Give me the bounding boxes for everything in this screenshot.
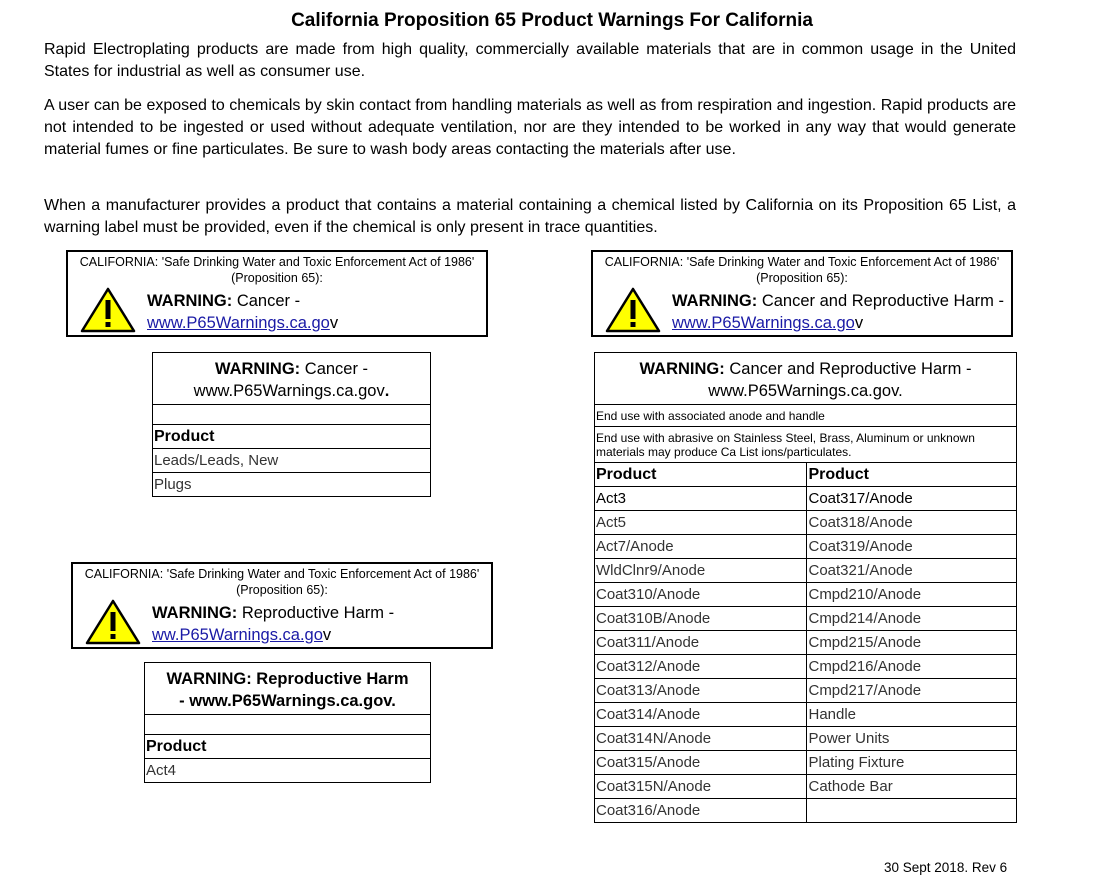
product-cell-left: Coat314/Anode: [595, 703, 807, 727]
p65-link[interactable]: www.P65Warnings.ca.go: [672, 314, 855, 332]
product-cell-right: Plating Fixture: [807, 751, 1017, 775]
cancer-repro-warning-label: [591, 250, 1013, 337]
heading-dot: .: [384, 382, 390, 400]
warning-reason: Cancer -: [236, 292, 301, 310]
heading-link: www.P65Warnings.ca.gov: [193, 382, 385, 400]
p65-link[interactable]: www.P65Warnings.ca.go: [147, 314, 330, 332]
product-cell-left: Act3: [595, 487, 807, 511]
product-rows: [595, 487, 1017, 823]
warning-triangle-icon: [85, 599, 141, 645]
product-cell-left: Coat311/Anode: [595, 631, 807, 655]
table-heading: [153, 353, 431, 405]
repro-warning-label: [71, 562, 493, 649]
product-cell-left: Coat313/Anode: [595, 679, 807, 703]
requirement-paragraph: When a manufacturer provides a product that contains a material containing a chemical listed by California on its Proposition 65 List, a warning label must be provided, even if the chemical is only present in trace quantities.: [44, 197, 1016, 236]
product-cell-right: Power Units: [807, 727, 1017, 751]
product-cell-right: Coat318/Anode: [807, 511, 1017, 535]
product-cell-left: Act7/Anode: [595, 535, 807, 559]
product-cell-right: Cmpd210/Anode: [807, 583, 1017, 607]
column-header-product: Product: [153, 425, 431, 449]
link-tail: v: [329, 314, 339, 332]
table-row: [595, 607, 1017, 631]
intro-paragraph: Rapid Electroplating products are made from high quality, commercially available materials that are in common usage in the United States for industrial as well as consumer use.: [44, 41, 1016, 80]
label-header: CALIFORNIA: 'Safe Drinking Water and Toxic Enforcement Act of 1986' (Proposition 65):: [604, 255, 1000, 285]
note-anode-handle: End use with associated anode and handle: [595, 405, 1017, 427]
table-heading: [145, 663, 431, 715]
label-header: CALIFORNIA: 'Safe Drinking Water and Toxic Enforcement Act of 1986' (Proposition 65):: [84, 567, 480, 597]
table-row: [595, 751, 1017, 775]
table-row: [595, 679, 1017, 703]
warning-word: WARNING:: [672, 292, 758, 310]
p65-link[interactable]: ww.P65Warnings.ca.go: [152, 626, 323, 644]
table-row: [595, 799, 1017, 823]
product-cell-right: Handle: [807, 703, 1017, 727]
table-row: [595, 727, 1017, 751]
table-row: [595, 775, 1017, 799]
column-header-product-2: Product: [807, 463, 1017, 487]
table-heading: [595, 353, 1017, 405]
table-row: [595, 583, 1017, 607]
link-tail: v: [322, 626, 332, 644]
product-cell-left: Act5: [595, 511, 807, 535]
product-cell-right: Cmpd216/Anode: [807, 655, 1017, 679]
warning-reason: Cancer and Reproductive Harm -: [761, 292, 1004, 310]
repro-products-table: [144, 662, 431, 783]
heading-link: - www.P65Warnings.ca.gov.: [179, 692, 396, 710]
table-row: Leads/Leads, New: [153, 449, 431, 473]
cancer-products-table: [152, 352, 431, 497]
product-cell-left: Coat310B/Anode: [595, 607, 807, 631]
heading-link: www.P65Warnings.ca.gov.: [708, 382, 903, 400]
table-row: [595, 703, 1017, 727]
product-cell-right: Coat317/Anode: [807, 487, 1017, 511]
table-row: [595, 559, 1017, 583]
product-cell-right: Coat321/Anode: [807, 559, 1017, 583]
table-row: Act4: [145, 759, 431, 783]
table-row: [595, 535, 1017, 559]
product-cell-left: Coat310/Anode: [595, 583, 807, 607]
product-cell-left: Coat315/Anode: [595, 751, 807, 775]
revision-date: 30 Sept 2018. Rev 6: [884, 860, 1008, 875]
product-cell-right: Cmpd217/Anode: [807, 679, 1017, 703]
table-row: [595, 631, 1017, 655]
heading-warning-word: WARNING: Reproductive Harm: [166, 670, 409, 688]
page-title: California Proposition 65 Product Warnings For California: [291, 10, 813, 31]
product-cell-right: Cmpd215/Anode: [807, 631, 1017, 655]
warning-word: WARNING:: [147, 292, 233, 310]
table-row: Plugs: [153, 473, 431, 497]
link-tail: v: [854, 314, 864, 332]
warning-word: WARNING:: [152, 604, 238, 622]
warning-triangle-icon: [605, 287, 661, 333]
heading-warning-word: WARNING:: [639, 360, 725, 378]
heading-warning-word: WARNING:: [214, 360, 301, 378]
label-header: CALIFORNIA: 'Safe Drinking Water and Toxic Enforcement Act of 1986' (Proposition 65):: [79, 255, 475, 285]
product-cell-right: [807, 799, 1017, 823]
column-header-product: Product: [145, 735, 431, 759]
label-warning-text: [152, 602, 485, 646]
exposure-paragraph: A user can be exposed to chemicals by skin contact from handling materials as well as from respiration and ingestion. Rapid products are not intended to be ingested or used without adequate ventilation, nor are they intended to be worked in any way that would generate material fumes or fine particulates. Be sure to wash body areas contacting the materials after use.: [44, 97, 1016, 158]
warning-triangle-icon: [80, 287, 136, 333]
column-header-product-1: Product: [595, 463, 807, 487]
cancer-warning-label: [66, 250, 488, 337]
note-abrasive: End use with abrasive on Stainless Steel, Brass, Aluminum or unknown materials may produce Ca List ions/particulates.: [595, 427, 1017, 463]
product-cell-right: Cathode Bar: [807, 775, 1017, 799]
product-cell-left: Coat314N/Anode: [595, 727, 807, 751]
heading-reason: Cancer -: [304, 360, 369, 378]
product-cell-right: Cmpd214/Anode: [807, 607, 1017, 631]
product-cell-right: Coat319/Anode: [807, 535, 1017, 559]
product-cell-left: Coat312/Anode: [595, 655, 807, 679]
product-cell-left: Coat315N/Anode: [595, 775, 807, 799]
product-cell-left: WldClnr9/Anode: [595, 559, 807, 583]
table-row: [595, 511, 1017, 535]
cancer-repro-products-table: [594, 352, 1017, 823]
label-warning-text: [672, 290, 1005, 334]
label-warning-text: [147, 290, 480, 334]
table-row: [595, 655, 1017, 679]
warning-reason: Reproductive Harm -: [241, 604, 395, 622]
table-row: [595, 487, 1017, 511]
heading-reason: Cancer and Reproductive Harm -: [729, 360, 972, 378]
product-cell-left: Coat316/Anode: [595, 799, 807, 823]
blank-row: [153, 405, 431, 425]
blank-row: [145, 715, 431, 735]
